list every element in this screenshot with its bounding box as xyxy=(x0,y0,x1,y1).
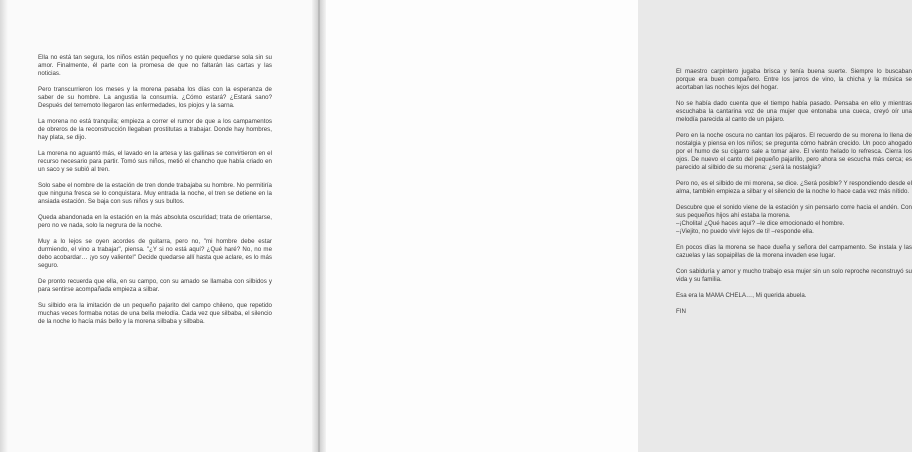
right-paragraph-1: El maestro carpintero jugaba brisca y tenía buena suerte. Siempre lo buscaban porque era buen compañero. Entre los jarros de vino, la chicha y la música se acortaban las noches lejos del hogar. xyxy=(676,68,912,91)
right-paragraph-4: Pero no, es el silbido de mi morena, se dice. ¿Será posible? Y respondiendo desde el alma, también empieza a silbar y el silencio de la noche lo hace cada vez más nítido. xyxy=(676,179,912,195)
left-paragraph-1: Ella no está tan segura, los niños están pequeños y no quiere quedarse sola sin su amor. Finalmente, él parte con la promesa de que no faltarán las cartas y las noticias. xyxy=(38,54,272,77)
left-paragraph-9: Su silbido era la imitación de un pequeño pajarito del campo chileno, que repetido muchas veces formaba notas de una bella melodía. Cada vez que silbaba, el silencio de la noche lo hacía más bello y la morena silbaba y silbaba. xyxy=(38,302,272,326)
right-paragraph-6: En pocos días la morena se hace dueña y señora del campamento. Se instala y las cazuelas y las sopaipillas de la morena invaden ese lugar. xyxy=(676,243,912,259)
left-page-text xyxy=(38,54,272,334)
end-marker: FIN xyxy=(676,308,686,316)
left-paragraph-2: Pero transcurrieron los meses y la morena pasaba los días con la esperanza de saber de su hombre. La angustia la consumía. ¿Cómo estará? ¿Estará sano? Después del terremoto llegaron las enfermedades, los piojos y la sarna. xyxy=(38,86,272,109)
right-paragraph-7: Con sabiduría y amor y mucho trabajo esa mujer sin un solo reproche reconstruyó su vida y su familia. xyxy=(676,268,912,283)
left-paragraph-4: La morena no aguantó más, el lavado en la artesa y las gallinas se convirtieron en el recurso necesario para partir. Tomó sus niños, metió el chancho que había criado en un saco y se subió al tren. xyxy=(38,150,272,173)
right-page-text xyxy=(676,68,912,325)
right-page xyxy=(319,0,912,452)
right-paragraph-8: Esa era la MAMA CHELA…, Mi querida abuela. xyxy=(676,292,807,300)
left-paragraph-7: Muy a lo lejos se oyen acordes de guitarra, pero no, "mi hombre debe estar durmiendo, el vino a trabajar", piensa. "¿Y si no está aquí? ¿Qué haré? No, no me debo acobardar… ¡yo soy valiente!" Decide quedarse allí hasta que aclare, es lo más seguro. xyxy=(38,238,272,269)
book-gutter xyxy=(312,0,326,452)
right-paragraph-3: Pero en la noche oscura no cantan los pájaros. El recuerdo de su morena lo llena de nostalgia y piensa en los niños; se pregunta cómo habrán crecido. Un poco ahogado por el humo de su cigarro sale a tomar aire. El viento helado lo refresca. Cierra los ojos. De nuevo el canto del pequeño pajarillo, pero ahora se escucha más cerca; es parecido al silbido de su morena: ¿será la nostalgia? xyxy=(676,132,912,171)
left-page xyxy=(0,0,318,452)
right-paragraph-5: Descubre que el sonido viene de la estación y sin pensarlo corre hacia el andén. Con sus pequeños hijos ahí estaba la morena. –¡Cholita! ¿Qué haces aquí? –le dice emocionado el hombre. –¡Viejito, no puedo vivir lejos de ti! –responde ella. xyxy=(676,203,912,235)
left-paragraph-8: De pronto recuerda que ella, en su campo, con su amado se llamaba con silbidos y para sentirse acompañada empieza a silbar. xyxy=(38,278,272,294)
left-paragraph-3: La morena no está tranquila; empieza a correr el rumor de que a los campamentos de obreros de la reconstrucción llegaban prostitutas a trabajar. Donde hay hombres, hay plata, se dijo. xyxy=(38,118,272,141)
right-paragraph-2: No se había dado cuenta que el tiempo había pasado. Pensaba en ello y mientras escuchaba la cantarina voz de una mujer que entonaba una cueca, creyó oír una melodía parecida al canto de un pájaro. xyxy=(676,100,912,123)
left-paragraph-6: Queda abandonada en la estación en la más absoluta oscuridad; trata de orientarse, pero no ve nada, solo la negrura de la noche. xyxy=(38,214,272,229)
left-paragraph-5: Solo sabe el nombre de la estación de tren donde trabajaba su hombre. No permitiría que ninguna fresca se lo conquistara. Muy entrada la noche, el tren se detiene en la ansiada estación. Se baja con sus niños y sus bultos. xyxy=(38,182,272,205)
page-edge-shadow xyxy=(0,0,8,452)
